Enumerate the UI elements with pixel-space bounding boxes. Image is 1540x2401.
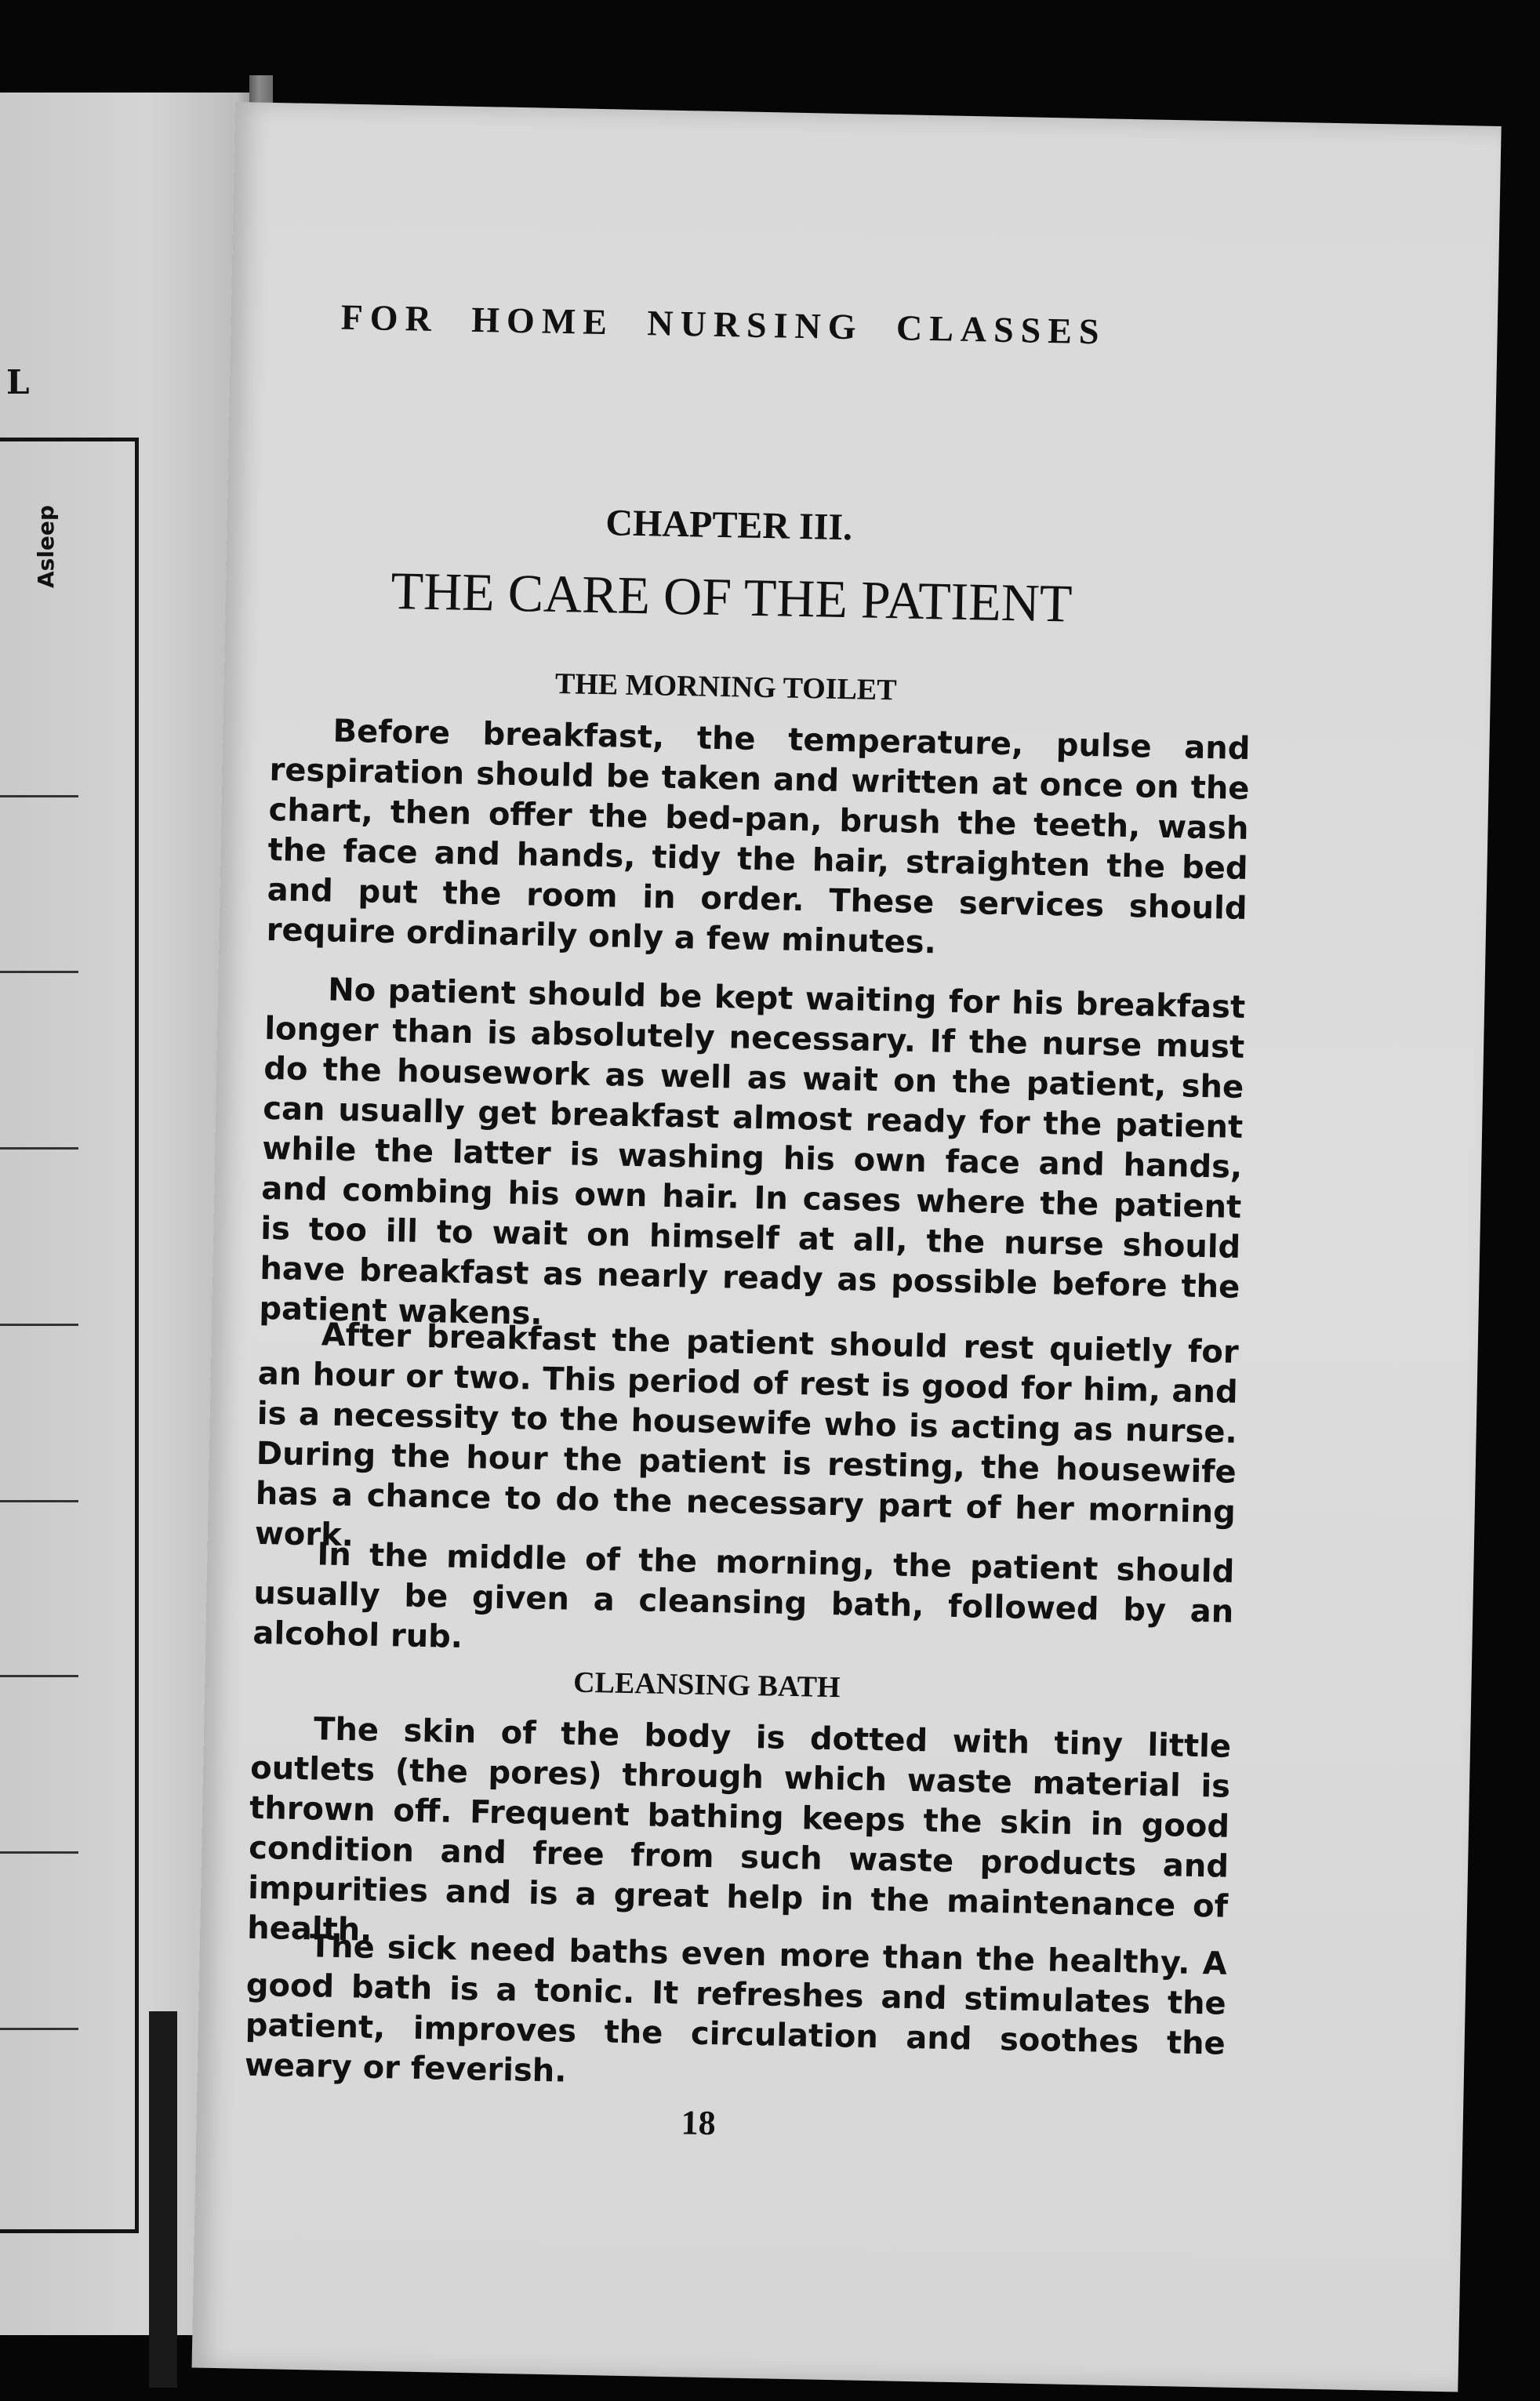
chapter-number: CHAPTER III.: [605, 502, 853, 549]
left-table-rule: [0, 971, 78, 973]
left-table-rule: [0, 1147, 78, 1150]
page-number: 18: [681, 2103, 717, 2143]
page-right: [192, 102, 1502, 2392]
body-paragraph: Before breakfast, the temperature, pulse and respiration should be taken and written at once on the chart, then offer the bed-pan, brush the teeth, wash the face and hands, tidy the hair, straighten the bed and put the room in order. These services should require ordinarily only a few minutes.: [266, 713, 1251, 961]
section-heading-cleansing-bath: CLEANSING BATH: [572, 1665, 841, 1705]
body-paragraph: In the middle of the morning, the patient should usually be given a cleansing bath, followed by an alcohol rub.: [252, 1536, 1235, 1655]
left-page-table-frame: [0, 438, 139, 2233]
left-table-rule: [0, 1500, 78, 1502]
book-gutter-shadow: [149, 2011, 177, 2388]
left-table-rule: [0, 1675, 78, 1677]
page-content: [192, 102, 1502, 2392]
left-page-column-label: Asleep: [33, 505, 59, 588]
left-table-rule: [0, 1324, 78, 1326]
scan-background-edge: [1502, 110, 1540, 2399]
left-table-rule: [0, 795, 78, 797]
body-paragraph: No patient should be kept waiting for his breakfast longer than is absolutely necessary. If the nurse must do the housework as well as wait on the patient, she can usually get breakfast almost ready for the patient while the latter is washing his own face and hands, and combing his own hair. In cases where the patient is too ill to wait on himself at all, the nurse should have breakfast as nearly ready as possible before the patient wakens.: [259, 972, 1246, 1332]
left-page-margin-letter: L: [6, 363, 30, 401]
left-table-rule: [0, 2028, 78, 2030]
body-paragraph: After breakfast the patient should rest quietly for an hour or two. This period of rest is good for him, and is a necessity to the housewife who is acting as nurse. During the hour the patient is resting, the housewife has a chance to do the necessary part of her morning work.: [254, 1317, 1240, 1554]
body-paragraph: The sick need baths even more than the healthy. A good bath is a tonic. It refreshes and stimulates the patient, improves the circulation and soothes the weary or feverish.: [244, 1928, 1228, 2090]
chapter-title: THE CARE OF THE PATIENT: [390, 560, 1073, 634]
section-heading-morning-toilet: THE MORNING TOILET: [554, 667, 897, 707]
running-head: FOR HOME NURSING CLASSES: [340, 296, 1107, 352]
left-table-rule: [0, 1851, 78, 1854]
body-paragraph: The skin of the body is dotted with tiny little outlets (the pores) through which waste material is thrown off. Frequent bathing keeps the skin in good condition and free from such waste products and impurities and is a great help in the maintenance of health.: [246, 1711, 1232, 1949]
